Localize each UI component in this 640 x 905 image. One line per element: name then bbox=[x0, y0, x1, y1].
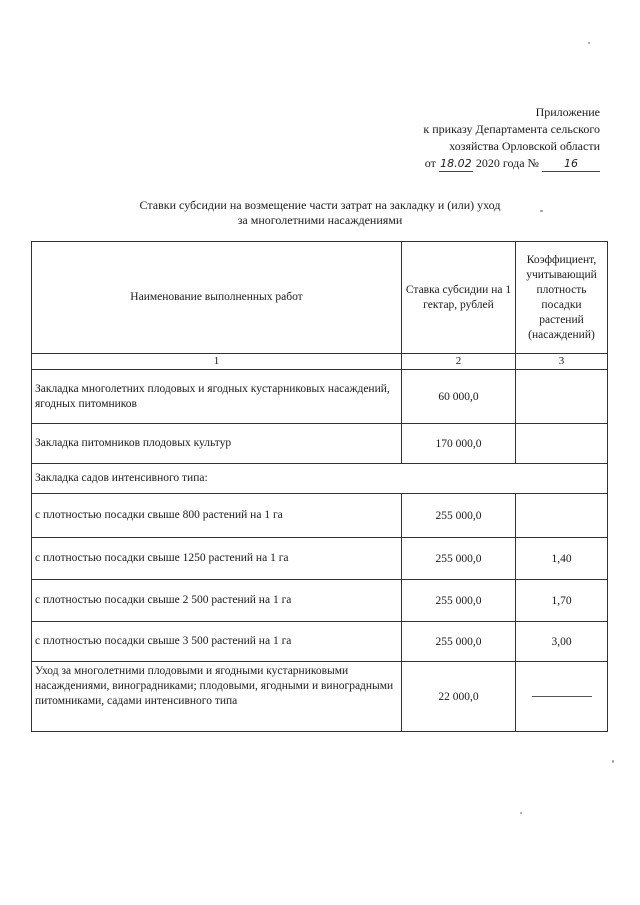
subsidy-rates-table bbox=[31, 241, 608, 732]
coefficient bbox=[516, 370, 608, 424]
header-coefficient: Коэффициент, учитывающий плотность посадки растений (насаждений) bbox=[516, 242, 608, 354]
table-row bbox=[32, 580, 608, 622]
appendix-order-ref: к приказу Департамента сельского bbox=[423, 122, 600, 136]
work-name: Уход за многолетними плодовыми и ягодными кустарниковыми насаждениями, виноградниками; плодовыми, ягодными и виноградными питомниками, садами интенсивного типа bbox=[32, 662, 402, 732]
header-subsidy-rate: Ставка субсидии на 1 гектар, рублей bbox=[402, 242, 516, 354]
subsidy-rate: 255 000,0 bbox=[402, 580, 516, 622]
subsidy-rate: 60 000,0 bbox=[402, 370, 516, 424]
column-number: 2 bbox=[402, 354, 516, 370]
subsidy-rate: 255 000,0 bbox=[402, 622, 516, 662]
appendix-title: Приложение bbox=[535, 105, 600, 119]
handwritten-order-number: 16 bbox=[542, 157, 600, 172]
work-name: Закладка питомников плодовых культур bbox=[32, 424, 402, 464]
work-name: с плотностью посадки свыше 800 растений на 1 га bbox=[32, 494, 402, 538]
coefficient: 3,00 bbox=[516, 622, 608, 662]
subsidy-rate: 22 000,0 bbox=[402, 662, 516, 732]
appendix-header bbox=[360, 104, 600, 172]
table-row bbox=[32, 622, 608, 662]
header-work-name: Наименование выполненных работ bbox=[32, 242, 402, 354]
table-row bbox=[32, 662, 608, 732]
document-title-line-2: за многолетними насаждениями bbox=[237, 213, 403, 227]
appendix-date-line bbox=[360, 155, 600, 172]
subsidy-rate: 170 000,0 bbox=[402, 424, 516, 464]
date-suffix: 2020 года № bbox=[475, 156, 539, 170]
coefficient bbox=[516, 424, 608, 464]
coefficient: 1,40 bbox=[516, 538, 608, 580]
coefficient: 1,70 bbox=[516, 580, 608, 622]
work-name: с плотностью посадки свыше 3 500 растений на 1 га bbox=[32, 622, 402, 662]
subsidy-rate: 255 000,0 bbox=[402, 538, 516, 580]
dash-line bbox=[532, 696, 592, 697]
coefficient bbox=[516, 494, 608, 538]
document-title-line-1: Ставки субсидии на возмещение части затрат на закладку и (или) уход bbox=[139, 198, 501, 212]
table-section-row bbox=[32, 464, 608, 494]
scan-speck bbox=[612, 760, 614, 763]
column-number: 3 bbox=[516, 354, 608, 370]
handwritten-date: 18.02 bbox=[440, 157, 472, 170]
scan-speck bbox=[520, 812, 522, 814]
scan-speck bbox=[588, 42, 590, 44]
table-header-row bbox=[32, 242, 608, 354]
work-name: Закладка многолетних плодовых и ягодных кустарниковых насаждений, ягодных питомников bbox=[32, 370, 402, 424]
table-row bbox=[32, 370, 608, 424]
column-number-row bbox=[32, 354, 608, 370]
column-number: 1 bbox=[32, 354, 402, 370]
scan-speck bbox=[540, 210, 543, 212]
date-prefix: от bbox=[424, 156, 436, 170]
subsidy-rate: 255 000,0 bbox=[402, 494, 516, 538]
work-name: с плотностью посадки свыше 1250 растений на 1 га bbox=[32, 538, 402, 580]
table-row bbox=[32, 494, 608, 538]
document-title bbox=[110, 198, 530, 228]
appendix-department: хозяйства Орловской области bbox=[449, 139, 600, 153]
work-name: с плотностью посадки свыше 2 500 растений на 1 га bbox=[32, 580, 402, 622]
table-row bbox=[32, 424, 608, 464]
coefficient-empty bbox=[516, 662, 608, 732]
section-title: Закладка садов интенсивного типа: bbox=[32, 464, 608, 494]
table-row bbox=[32, 538, 608, 580]
